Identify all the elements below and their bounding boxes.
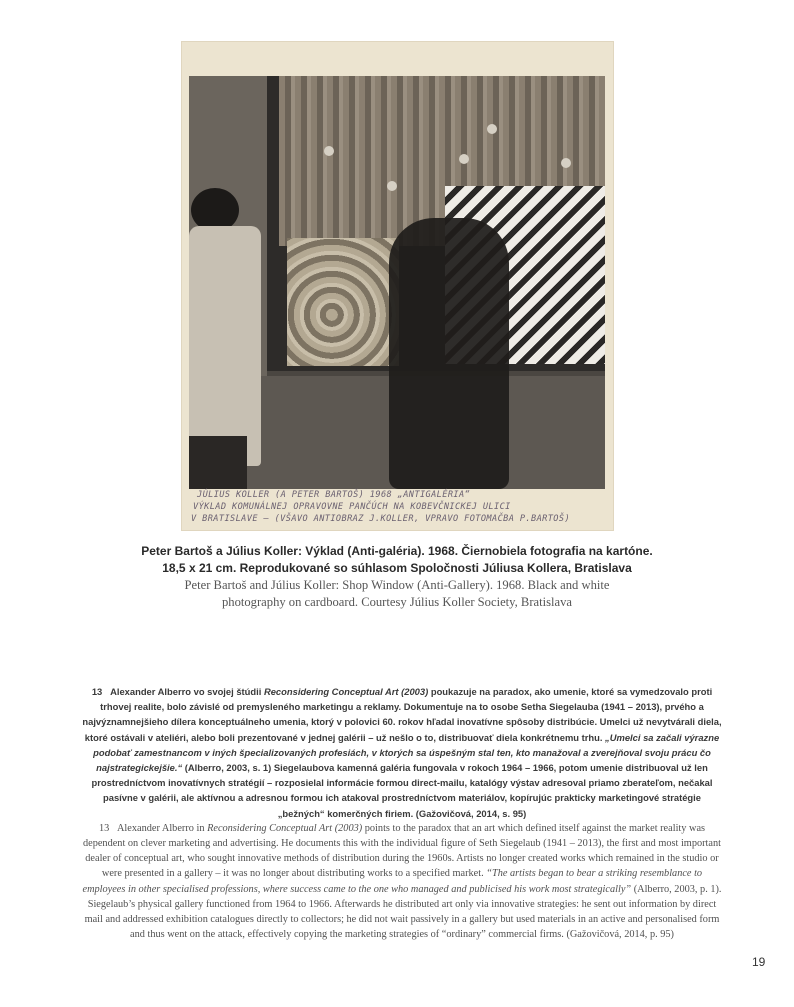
footnote-title: Reconsidering Conceptual Art (2003) [207,822,363,834]
footnote-quote: “The artists began to bear a striking resemblance to employees in other specialised professions, where success came to the one who managed and publicised his work most strategically” [82,868,703,895]
footnote-number: 13 [98,822,110,834]
page-number: 19 [752,955,766,969]
handwritten-line: V BRATISLAVE – (VŠAVO ANTIOBRAZ J.KOLLER, VPRAVO FOTOMAČBA P.BARTOŠ) [191,514,571,524]
footnote-text: points to the paradox that an art which defined itself against the market reality was dependent on clever marketing and advertising. He documents this with the individual figure of Seth Siegelaub (1941 – 2013), the first and most important dealer of conceptual art, who sought innovative methods of distribution during the 1960s. Artists no longer created works which remained in the studio or were presented in a gallery – it was no longer about distributing works to a specified market. [83,822,721,880]
footnote-text: (Alberro, 2003, p. 1). Siegelaub’s physical gallery functioned from 1964 to 1966. Afterwards he distributed art only via innovative strategies: he sent out information by direct mail and addressed exhibition catalogues directly to collectors; he did not wait passively in a gallery but used materials in an active and personalised form and thus went on the attack, effectively copying the marketing strategies of “ordinary” commercial firms. (Gažovičová, 2014, p. 95) [84,883,722,941]
caption-sk-line: 18,5 x 21 cm. Reprodukované so súhlasom Spoločnosti Júliusa Kollera, Bratislava [162,561,632,575]
caption-sk-line: Peter Bartoš a Július Koller: Výklad (Anti-galéria). 1968. Čiernobiela fotografia na kartóne. [141,544,653,558]
handwritten-inscription [191,489,607,525]
footnote-text: Alexander Alberro in [117,822,208,834]
footnote-13 [82,684,722,942]
caption-en-line: Peter Bartoš and Július Koller: Shop Window (Anti-Gallery). 1968. Black and white [184,578,610,592]
footnote-text: poukazuje na paradox, ako umenie, ktoré sa vymedzovalo proti trhovej realite, bolo závislé od premysleného marketingu a reklamy. Dokumentuje na to osobe Setha Siegelauba (1941 – 2013), prvého a najvýznamnejšieho dílera konceptuálneho umenia, ktorý v polovici 60. rokov hľadal inovatívne spôsoby distribúcie. Umelci už nevytvárali diela, ktoré ostávali v ateliéri, alebo boli prezentované v jednej galérii – už nešlo o to, distribuovať diela konkrétnemu trhu. [82,686,722,743]
figure-caption [100,543,694,611]
footnote-quote: „Umelci sa začali výrazne podobať zamestnancom v iných špecializovaných profesiách, v ktorých sa úspešným stal ten, kto manažoval a zverejňoval svoju prácu čo najstrategickejšie.“ [93,731,720,774]
footnote-en [82,821,722,943]
handwritten-line: JÚLIUS KOLLER (A PETER BARTOŠ) 1968 „ANTIGALÉRIA“ [197,490,471,500]
footnote-number: 13 [91,686,103,697]
footnote-text: (Alberro, 2003, s. 1) Siegelaubova kamenná galéria fungovala v rokoch 1964 – 1966, potom umenie distribuoval už len prostredníctvom inovatívnych stratégií – rozposielal informácie formou direct-mailu, katalógy výstav adresoval priamo zberateľom, nečakal pasívne v galérii, ale aktívnou a adresnou formou ich atakoval prostredníctvom materiálov, kopírujúc prakticky marketingové stratégie „bežných“ komerčných firiem. (Gažovičová, 2014, s. 95) [91,762,713,819]
photo-card [181,41,614,531]
footnote-title: Reconsidering Conceptual Art (2003) [263,686,429,697]
footnote-sk [82,684,722,821]
handwritten-line: VÝKLAD KOMUNÁLNEJ OPRAVOVNE PANČÚCH NA KOBEVČNICKEJ ULICI [193,502,511,512]
caption-en-line: photography on cardboard. Courtesy Július Koller Society, Bratislava [222,595,572,609]
shop-window-photograph [189,76,605,489]
footnote-text: Alexander Alberro vo svojej štúdii [110,686,264,697]
